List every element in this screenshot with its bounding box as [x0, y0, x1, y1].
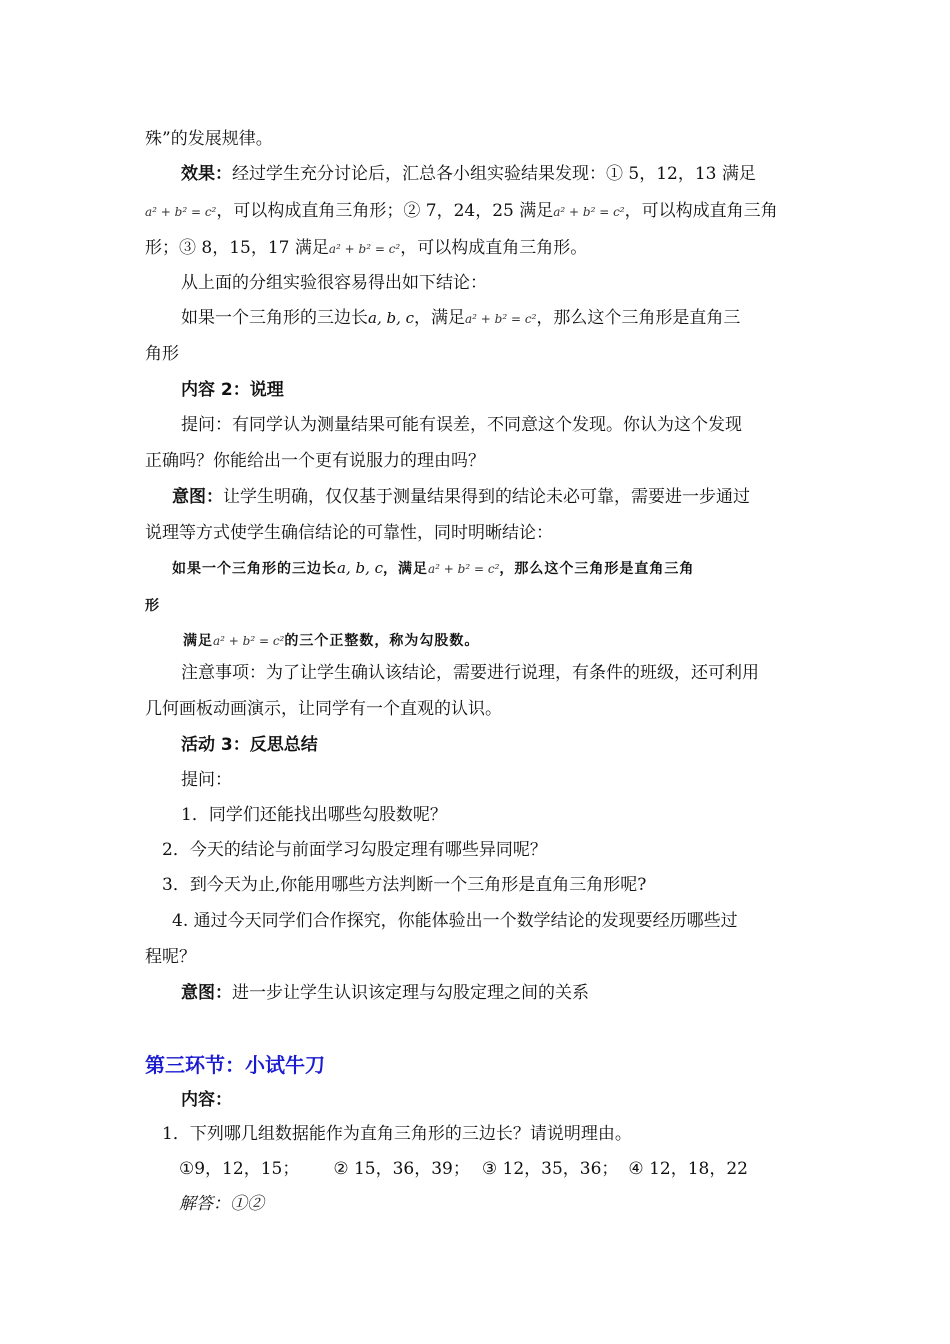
text-line: a² + b² = c²，可以构成直角三角形；② 7，24，25 满足a² + b² = c²，可以构成直角三角 [145, 201, 778, 221]
text-line: 形；③ 8，15，17 满足a² + b² = c²，可以构成直角三角形。 [145, 238, 588, 258]
text-line: 程呢？ [145, 947, 196, 967]
intent-paragraph: 意图：进一步让学生认识该定理与勾股定理之间的关系 [181, 983, 589, 1003]
label-intent: 意图： [181, 983, 232, 1003]
label-effect: 效果： [181, 164, 232, 184]
text-line: 几何画板动画演示，让同学有一个直观的认识。 [145, 699, 502, 719]
pythagorean-equation: a² + b² = c² [213, 634, 285, 648]
text-line: 说理等方式使学生确信结论的可靠性，同时明晰结论： [145, 523, 553, 543]
option-2: ② 15，36，39； [333, 1159, 470, 1179]
option-3: ③ 12，35，36； [481, 1159, 619, 1179]
exercise-options [179, 1158, 748, 1180]
pythagorean-equation: a² + b² = c² [328, 242, 401, 256]
list-item: 2．今天的结论与前面学习勾股定理有哪些异同呢？ [162, 840, 547, 860]
intent-paragraph: 意图：让学生明确，仅仅基于测量结果得到的结论未必可靠，需要进一步通过 [172, 487, 750, 507]
text-line: 注意事项：为了让学生确认该结论，需要进行说理，有条件的班级，还可利用 [181, 663, 759, 683]
subheading-activity-3: 活动 3：反思总结 [181, 735, 318, 755]
bold-conclusion: 形 [145, 598, 160, 614]
option-4: ④ 12，18，22 [628, 1159, 748, 1179]
section-title: 第三环节：小试牛刀 [145, 1053, 325, 1077]
text-line: 提问： [181, 770, 232, 790]
subheading-content: 内容： [181, 1090, 232, 1110]
text-line: 如果一个三角形的三边长a, b, c，满足a² + b² = c²，那么这个三角形是直角三 [181, 308, 741, 328]
sides-abc: a, b, c [368, 309, 415, 327]
effect-paragraph: 效果：经过学生充分讨论后，汇总各小组实验结果发现：① 5，12，13 满足 [181, 164, 756, 184]
text-line: 提问：有同学认为测量结果可能有误差，不同意这个发现。你认为这个发现 [181, 415, 742, 435]
list-item: 1．同学们还能找出哪些勾股数呢？ [181, 805, 447, 825]
pythagorean-equation: a² + b² = c² [145, 205, 217, 219]
text-line: 殊”的发展规律。 [145, 129, 273, 149]
pythagorean-equation: a² + b² = c² [428, 562, 500, 576]
answer: 解答：①② [179, 1194, 264, 1214]
text-line: 从上面的分组实验很容易得出如下结论： [181, 273, 487, 293]
bold-definition: 满足a² + b² = c²的三个正整数，称为勾股数。 [183, 633, 480, 649]
bold-conclusion: 如果一个三角形的三边长a, b, c，满足a² + b² = c²，那么这个三角形是直角三角 [172, 559, 695, 577]
option-1: ①9，12，15； [179, 1159, 300, 1179]
text-line: 角形 [145, 344, 179, 364]
subheading-content-2: 内容 2：说理 [181, 380, 284, 400]
sides-abc: a, b, c [337, 559, 384, 577]
list-item: 3．到今天为止,你能用哪些方法判断一个三角形是直角三角形呢? [162, 875, 647, 895]
exercise-question: 1．下列哪几组数据能作为直角三角形的三边长？请说明理由。 [162, 1124, 632, 1144]
list-item: 4. 通过今天同学们合作探究，你能体验出一个数学结论的发现要经历哪些过 [172, 911, 738, 931]
text-line: 正确吗？你能给出一个更有说服力的理由吗？ [145, 451, 485, 471]
label-intent: 意图： [172, 487, 223, 507]
pythagorean-equation: a² + b² = c² [553, 205, 625, 219]
pythagorean-equation: a² + b² = c² [465, 312, 537, 326]
